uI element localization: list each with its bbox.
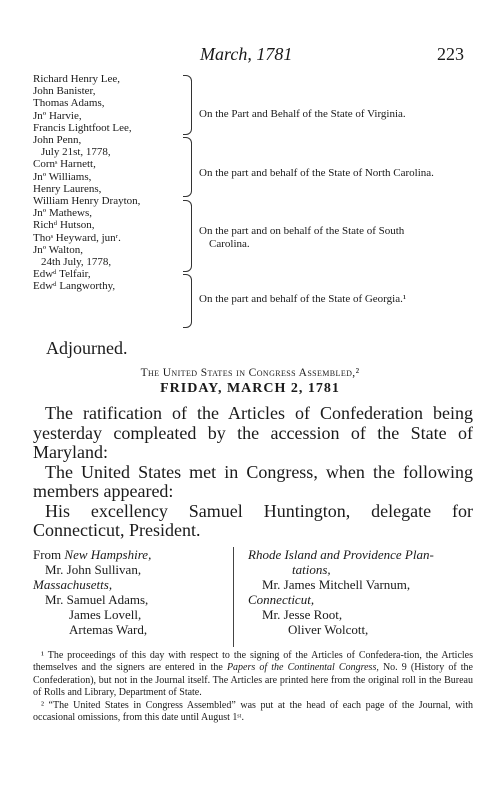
page-number: 223 (437, 44, 464, 64)
state-south-carolina (199, 225, 404, 251)
delegate-name: Mr. James Mitchell Varnum, (262, 577, 411, 592)
footnote-2: ² “The United States in Congress Assembled” was put at the head of each page of the Journal, with occasional omissions, from this date until August 1ˢᵗ. (33, 699, 473, 724)
delegate-state (33, 547, 228, 562)
footnote-citation: Papers of the Continental Congress, (226, 662, 379, 674)
state-name: Rhode Island and Providence Plan- (248, 547, 434, 562)
signer-name: Thoˢ Heyward, junʳ. (33, 231, 121, 244)
column-divider (233, 547, 234, 647)
signer-name: Edwᵈ Telfair, (33, 268, 91, 281)
signer-date: July 21st, 1778, (41, 146, 111, 159)
running-date: March, 1781 (200, 44, 293, 64)
delegates-right (248, 547, 478, 637)
footnote-1 (33, 650, 473, 700)
delegate-name: James Lovell, (69, 607, 142, 622)
state-virginia: On the Part and Behalf of the State of Virginia. (199, 108, 406, 120)
day-line: FRIDAY, MARCH 2, 1781 (160, 381, 340, 396)
signer-name: Cornˢ Harnett, (33, 158, 96, 171)
delegates-left (33, 547, 228, 637)
signer-name: Richᵈ Hutson, (33, 219, 95, 232)
signer-name: John Banister, (33, 85, 96, 98)
signer-name: Edwᵈ Langworthy, (33, 280, 116, 293)
body-text (33, 404, 473, 541)
brace-north-carolina (183, 137, 192, 197)
signer-name: John Penn, (33, 134, 82, 147)
delegate-state (248, 592, 478, 607)
signer-name: William Henry Drayton, (33, 195, 141, 208)
paragraph: His excellency Samuel Huntington, delegate for Connecticut, President. (33, 500, 473, 540)
state-line: On the part and on behalf of the State of South (199, 225, 405, 237)
delegate-state (33, 577, 228, 592)
signer-name: Thomas Adams, (33, 97, 105, 110)
signer-name: Henry Laurens, (33, 182, 102, 195)
signer-name: Jnº Mathews, (33, 207, 93, 220)
adjourned-text: Adjourned. (46, 338, 128, 358)
state-name: Connecticut, (248, 592, 315, 607)
state-name: Massachusetts, (33, 577, 113, 592)
signer-name: Jnº Williams, (33, 170, 92, 183)
delegate-name: Artemas Ward, (69, 622, 148, 637)
paragraph: The United States met in Congress, when the following members appeared: (33, 461, 473, 501)
signers-list (33, 73, 193, 293)
delegate-name: Mr. Jesse Root, (262, 607, 343, 622)
running-head: The United States in Congress Assembled,² (140, 367, 360, 379)
signer-date: 24th July, 1778, (41, 256, 112, 269)
state-georgia: On the part and behalf of the State of Georgia.¹ (199, 293, 407, 305)
state-line: Carolina. (209, 238, 250, 250)
delegate-state (248, 547, 478, 562)
signer-name: Jnº Harvie, (33, 109, 82, 122)
state-name: New Hampshire, (64, 547, 152, 562)
signer-name: Francis Lightfoot Lee, (33, 121, 132, 134)
signer-name: Richard Henry Lee, (33, 73, 121, 85)
brace-virginia (183, 75, 192, 135)
brace-georgia (183, 274, 192, 328)
brace-south-carolina (183, 200, 192, 272)
footnotes (33, 650, 473, 724)
paragraph: The ratification of the Articles of Confederation being yesterday compleated by the accession of the State of Maryland: (33, 403, 473, 462)
footnote-text: No. 9 (History of the Confederation), but not in the Journal itself. The Articles are printed here from the original roll in the Bureau of Rolls and Library, Department of State. (33, 662, 473, 699)
delegate-state (248, 562, 478, 577)
delegate-name: Mr. Samuel Adams, (45, 592, 149, 607)
from-label: From (33, 547, 65, 562)
state-name: tations, (292, 562, 331, 577)
state-north-carolina: On the part and behalf of the State of North Carolina. (199, 167, 434, 179)
delegate-name: Mr. John Sullivan, (45, 562, 142, 577)
signer-name: Jnº Walton, (33, 243, 83, 256)
footnote-text: ¹ The proceedings of this day with respect to the signing of the Articles of Confedera-tion, the Articles themselves and the signers are entered in the (33, 650, 473, 674)
delegate-name: Oliver Wolcott, (288, 622, 369, 637)
